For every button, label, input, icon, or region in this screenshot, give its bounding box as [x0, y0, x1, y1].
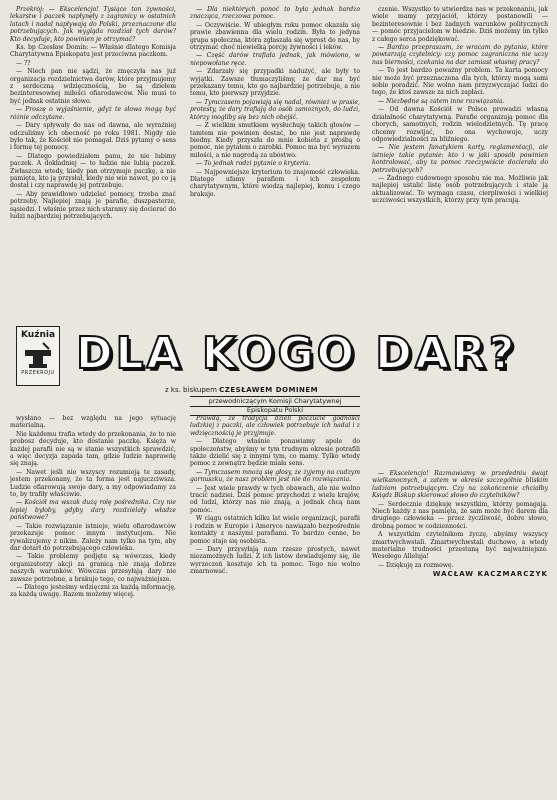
byline-prefix: z ks. biskupem: [165, 386, 217, 394]
paragraph: — Dary przysyłają nam rzesze prostych, nawet niezamożnych ludzi. Z ich listów dowiadujemy się, ile wyrzeczeń kosztuje ich ta pomoc. Tego nie wolno zmarnować.: [190, 545, 360, 576]
paragraph: — ??: [16, 59, 31, 67]
paragraph: Ks. bp Czesław Domin: — Właśnie dlatego Komisja Charytatywna Episkopatu jest przeciwna paczkom.: [10, 44, 176, 59]
byline: [165, 386, 318, 394]
paragraph: — Takie rozwiązanie istnieje, wielu ofiarodawców przekazuje pomoc innym instytucjom. Nie rywalizujemy z nikim. Zależy nam tylko na tym, aby dar dotarł do potrzebującego człowieka.: [10, 522, 176, 552]
paragraph: — Tymczasem mnożą się głosy, że żyjemy na cudzym garnuszku, że nasz problem jest nie do rozwiązania.: [190, 468, 360, 484]
paragraph: — Dziękuję za rozmowę.: [378, 561, 454, 569]
anvil-icon: [23, 342, 53, 370]
paragraph: — Od dawna Kościół w Polsce prowadzi własną działalność charytatywną. Parafie organizują pomoc dla chorych, samotnych, rodzin wielodzietnych. Tę pracę chcemy rozwijać, bo ona wychowuje, uczy odpowiedzialności za bliźniego.: [372, 106, 548, 143]
column-1: [10, 6, 176, 324]
logo-title: Kuźnia: [20, 330, 56, 340]
paragraph: — Nawet jeśli nie wszyscy rozumieją te zasady, jestem przekonany, że ta forma jest najuczciwsza. Ludzie ofiarowują swoje dary, a my odpowiadamy za to, by trafiły właściwie.: [10, 468, 176, 499]
paragraph: — Niezbędne są zatem inne rozwiązania.: [378, 97, 505, 105]
paragraph: — Część darów trafiała jednak, jak mówiono, w niepowołane ręce.: [190, 52, 360, 67]
byline-name: CZESŁAWEM DOMINEM: [219, 386, 319, 394]
subline-2: Episkopatu Polski: [190, 406, 360, 416]
paragraph: W ciągu ostatnich kilku lat wiele organizacji, parafii i rodzin w Europie i Ameryce nawiązało bezpośrednie kontakty z naszymi parafiami. To bardzo cenne, bo pomoc staje się osobista.: [190, 515, 360, 545]
paragraph: — Dla niektórych ponoć to była jednak bardzo znacząca, rzeczowa pomoc.: [190, 6, 360, 21]
paragraph: — Dlatego jesteśmy wdzięczni za każdą informację, za każdą uwagę. Razem możemy więcej.: [10, 583, 176, 599]
headline: DLA KOGO DAR?: [76, 328, 518, 379]
paragraph: — Nie jestem fanatykiem karty, reglamentacji, ale istnieje takie pytanie: kto i w jaki sposób powinien kontrolować, aby ta pomoc rzeczywiście docierała do potrzebujących?: [372, 144, 548, 174]
column-3: [372, 6, 548, 461]
paragraph: Nie każdemu trafia wtedy do przekonania, że to nie probosz decyduje, kto dostanie paczkę. Księża w każdej parafii nie są w stanie wszystkich sprawdzić, a więc decyzja zapada tam, gdzie ludzie naprawdę się znają.: [10, 430, 176, 468]
paragraph: czenie. Wszystko to utwierdza nas w przekonaniu, jak wiele mamy przyjaciół, którzy postanowili — bezinteresownie i bez żadnych warunków politycznych — pomóc przyjacielom w biedzie. Dziś możemy im tylko z całego serca podziękować.: [372, 6, 548, 43]
paragraph: — Dary spływały do nas od dawna, ale wyraźniej odczuliśmy ich obecność po roku 1981. Nigdy nie było tak, że Kościół nie pomagał. Dziś pytamy o sens i formę tej pomocy.: [10, 122, 176, 152]
logo-subtitle: PRZEKROJU: [21, 370, 55, 376]
paragraph: — Kościół ma wszak dużą rolę pośrednika. Czy nie lepiej byłoby, gdyby dary rozdzielały władze państwowe?: [10, 499, 176, 522]
paragraph: — Proszę o wyjaśnienie, gdyż te słowa mogą być różnie odczytane.: [10, 106, 176, 121]
paragraph: Prawdą, że tradycja dzieli poczucie godności ludzkiej z paczki, ale człowiek potrzebuje ich nadal i z wdzięcznością je przyjmuje.: [190, 415, 360, 437]
paragraph: — To jest bardzo poważny problem. Ta karta pomocy nie może być przeznaczona dla tych, którzy mogą sami sobie poradzić. Nie wolno nam przyzwyczajać ludzi do tego, że ktoś zawsze za nich zapłaci.: [372, 67, 548, 97]
paragraph: — Żadnego cudownego sposobu nie ma. Możliwie jak najlepiej ustalić listę osób potrzebujących i stale ją aktualizować. To wymaga czasu, cierpliwości i wielkiej uczciwości wszystkich, którzy przy tym pracują.: [372, 174, 548, 205]
subline: przewodniczącym Komisji Charytatywnej: [190, 396, 360, 407]
paragraph: — Takie problemy podjęte są wówczas, kiedy organizatorzy akcji za granicą nie znają dobrze naszych warunków. Wówczas przesyłają dary nie zawsze potrzebne, a brakuje tego, co najważniejsze.: [10, 553, 176, 583]
paragraph: wysłano — bez względu na jego sytuację materialną.: [10, 415, 176, 430]
paragraph: — Dlatego powiedziałem panu, że nie lubimy paczek. A dokładniej — to ludzie nie lubią paczek. Zwłaszcza wtedy, kiedy pan otrzymuje paczkę, a nie pamięta, kto ją przysłał, kiedy nie wie nawet, po co ją dostał i czy naprawdę jej potrzebuje.: [10, 152, 176, 190]
paragraph: — Zdarzały się przypadki nadużyć, ale były to wyjątki. Zawsze tłumaczyliśmy, że dar ma być przekazany temu, kto go najbardziej potrzebuje, a nie temu, kto pierwszy przyjdzie.: [190, 68, 360, 98]
kuznia-logo: [16, 326, 60, 386]
paragraph: — Bardzo przepraszam, że wracam do pytania, które powtarzają czytelnicy: czy pomoc zagraniczna nie uczy nas bierności, czekania na dar zamiast własnej pracy?: [372, 44, 548, 66]
paragraph: A wszystkim czytelnikom życzę, abyśmy wszyscy zmartwychwstali. Zmartwychwstali duchowo, a wtedy materialne trudności przestaną być najważniejsze. Wesołego Alleluja!: [372, 531, 548, 561]
column-4: [10, 415, 176, 795]
paragraph: — Z wielkim smutkiem wysłuchuję takich głosów — tamtem nie powinien dostać, bo nie jest naprawdę biedny. Kiedy przyszła do mnie kobieta z prośbą o pomoc, nie pytałem o zarobki. Pomoc ma być wyrazem miłości, a nie nagrodą za ubóstwo.: [190, 122, 360, 159]
paragraph: — Dlatego właśnie ponawiamy apele do społeczeństw, abyśmy w tym trudnym okresie potrafili także dzielić się z innymi tym, co mamy. Tylko wtedy pomoc z zewnątrz będzie miała sens.: [190, 438, 360, 468]
paragraph: — Niech pan nie sądzi, że zmęczyła nas już organizacja rozdzielnictwa darów, które przyjmujemy z serdeczną wdzięcznością, bo są dziełem bezinteresownej miłości ofiarodawców. Nie musi to być jednak ostatnie słowo.: [10, 68, 176, 105]
paragraph: — Tymczasem pojawiają się nadal, również w prasie, protesty, że dary trafiają do osób zamożnych, do ludzi, którzy mogliby się bez nich obejść.: [190, 98, 360, 121]
column-5: [190, 415, 360, 795]
paragraph: — Aby prawidłowo udzielać pomocy, trzeba znać potrzeby. Najlepiej znają je parafie, duszpasterze, sąsiedzi. I właśnie przez nich staramy się docierać do ludzi najbardziej potrzebujących.: [10, 190, 176, 220]
paragraph: — Serdecznie dziękuję wszystkim, którzy pomagają. Niech każdy z nas pamięta, że sam może być darem dla drugiego człowieka — przez życzliwość, dobre słowo, drobną pomoc w codzienności.: [372, 500, 548, 530]
column-2: [190, 6, 360, 324]
paragraph: Przekrój: — Ekscelencjo! Tysiące ton żywności, lekarstw i paczek napłynęły z zagranicy w ostatnich latach i nadal napływają do Polski, przeznaczone dla potrzebujących. Jak wygląda rozdział tych darów? Kto decyduje, kto powinien je otrzymać?: [10, 6, 176, 43]
paragraph: — Oczywiście. W ubiegłym roku pomoc okazała się prawie zbawienna dla wielu rodzin. Była to jedyna grupa społeczna, która zgłaszała się wprost do nas, by otrzymać choć niewielką porcję żywności i leków.: [190, 21, 360, 52]
column-6: [372, 470, 548, 788]
paragraph: — Ekscelencjo! Razmawiamy w przededniu świąt wielkanocnych, a zatem w okresie szczególnie bliskim ludziom potrzebującym. Czy na zakończenie chciałby Ksiądz Biskup skierować słowo do czytelników?: [372, 470, 548, 500]
paragraph: — To jednak rodzi pytanie o kryteria.: [196, 160, 311, 168]
author-signature: WACŁAW KACZMARCZYK: [432, 570, 548, 579]
paragraph: — Najpewniejsze kryterium to znajomość człowieka. Dlatego ufamy parafiom i ich zespołom charytatywnym, które wiedzą najlepiej, komu i czego brakuje.: [190, 168, 360, 198]
paragraph: — Jest wiele prawdy w tych obawach, ale nie wolno tracić nadziei. Dziś pomoc przychodzi z wielu krajów, od ludzi, którzy nas nie znają, a jednak chcą nam pomóc.: [190, 484, 360, 514]
